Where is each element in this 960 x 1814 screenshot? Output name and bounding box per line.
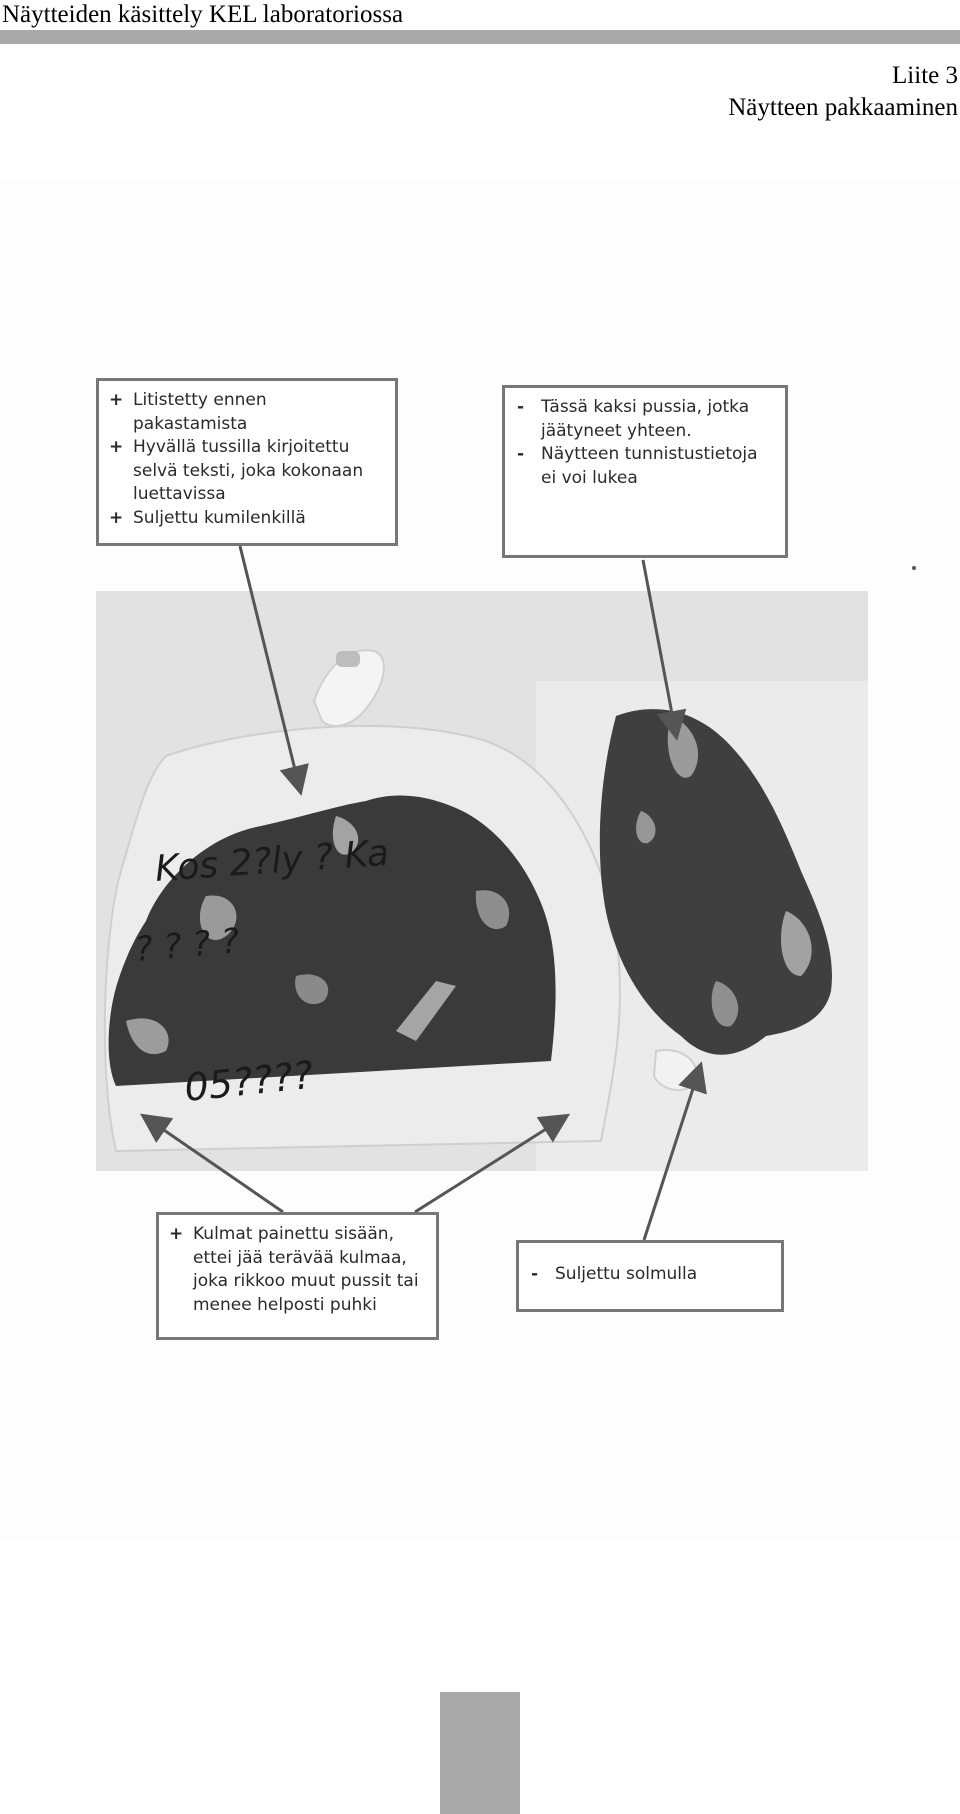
bullet-mark: +	[109, 507, 124, 528]
callout-bottom-left	[156, 1212, 439, 1340]
bullet-mark: +	[109, 437, 124, 457]
callout-item	[517, 396, 773, 443]
callout-bottom-right	[516, 1240, 784, 1312]
handwriting-line-2: ? ? ? ?	[133, 921, 241, 970]
callout-text: Hyvällä tussilla kirjoitettu selvä teksti, joka kokonaan luettavissa	[133, 437, 364, 504]
callout-text: Kulmat painettu sisään, ettei jää terävää kulmaa, joka rikkoo muut pussit tai menee helposti puhki	[193, 1224, 419, 1315]
bullet-mark: -	[517, 444, 525, 464]
callout-item	[109, 507, 385, 531]
arrow-bottom-left-2	[415, 1117, 565, 1212]
bullet-mark: +	[109, 390, 124, 410]
document-header-title: Näytteiden käsittely KEL laboratoriossa	[2, 1, 404, 28]
annex-label: Liite 3	[892, 62, 958, 89]
arrow-top-left	[240, 546, 300, 790]
bullet-mark: -	[517, 397, 525, 417]
callout-top-left	[96, 378, 398, 546]
bullet-mark: +	[169, 1224, 184, 1244]
callout-text: Suljettu kumilenkillä	[133, 507, 306, 528]
callout-top-right	[502, 385, 788, 558]
annex-title: Näytteen pakkaaminen	[728, 94, 958, 121]
callout-item	[169, 1223, 426, 1317]
arrow-top-right	[643, 560, 676, 735]
callout-text: Suljettu solmulla	[555, 1264, 698, 1284]
handwriting-line-1: Kos 2?ly ? Ka	[153, 832, 391, 890]
page-footer-tab	[440, 1692, 520, 1814]
speck	[912, 566, 916, 570]
arrow-bottom-right	[644, 1067, 700, 1240]
callout-text: Tässä kaksi pussia, jotka jäätyneet yhteen.	[541, 397, 750, 441]
callout-item	[531, 1263, 769, 1287]
handwriting-line-3: 05????	[182, 1052, 316, 1110]
arrow-bottom-left-1	[145, 1117, 283, 1212]
callout-text: Näytteen tunnistustietoja ei voi lukea	[541, 444, 758, 488]
callout-item	[109, 436, 385, 507]
bullet-mark: -	[531, 1264, 539, 1284]
callout-item	[517, 443, 773, 490]
callout-item	[109, 389, 385, 436]
callout-text: Litistetty ennen pakastamista	[133, 390, 267, 434]
